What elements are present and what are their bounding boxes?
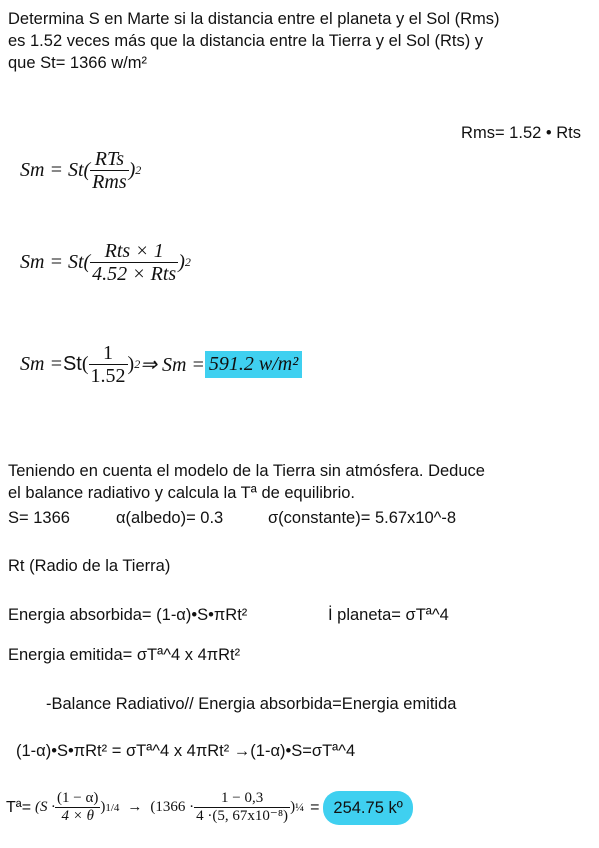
eq2-exponent: 2 [184, 255, 191, 269]
final-lhs: Tª= [6, 798, 32, 816]
rt-label: Rt (Radio de la Tierra) [8, 557, 171, 575]
eq2-close: ) [178, 251, 185, 273]
eq3-open: ( [81, 353, 89, 375]
rms-relation: Rms= 1.52 • Rts [461, 124, 581, 142]
final-f1-denominator: 4 × θ [61, 808, 94, 824]
final-fraction-2 [194, 790, 290, 825]
eq3-result-highlight: 591.2 w/m² [205, 351, 302, 378]
param-s: S= 1366 [8, 509, 70, 527]
equation-1 [20, 148, 141, 193]
eq2-denominator: 4.52 × Rts [92, 263, 177, 285]
final-result-highlight: 254.75 kº [323, 791, 412, 825]
final-equals: = [310, 798, 320, 816]
param-sigma: σ(constante)= 5.67x10^-8 [268, 509, 457, 527]
eq3-numerator: 1 [89, 342, 128, 365]
eq2-lhs: Sm = St( [20, 251, 91, 273]
eq3-lhs: Sm = [20, 353, 63, 375]
final-f2-open: (1366 · [150, 799, 195, 815]
final-arrow: → [127, 799, 143, 815]
section2-paragraph [8, 460, 485, 504]
final-f1-close: ) [100, 799, 106, 815]
eq3-st: St [62, 353, 82, 375]
eq1-exponent: 2 [135, 163, 142, 177]
eq1-denominator: Rms [92, 171, 127, 193]
balance-title: -Balance Radiativo// Energia absorbida=Energia emitida [46, 695, 457, 713]
final-f1-open: (S · [35, 799, 56, 815]
intro-line-1: Determina S en Marte si la distancia entre el planeta y el Sol (Rms) [8, 10, 500, 28]
eq1-lhs: Sm = St( [20, 159, 91, 181]
intro-line-2: es 1.52 veces más que la distancia entre la Tierra y el Sol (Rts) y [8, 32, 484, 50]
emitted-energy: Energia emitida= σTª^4 x 4πRt² [8, 646, 241, 664]
final-f1-exponent: 1/4 [105, 801, 120, 814]
final-f2-numerator: 1 − 0,3 [194, 790, 290, 808]
eq3-fraction [89, 342, 128, 387]
eq1-fraction [90, 148, 128, 193]
balance-equation: (1-α)•S•πRt² = σTª^4 x 4πRt² →(1-α)•S=σTª^4 [16, 742, 356, 760]
eq2-fraction [90, 240, 178, 285]
final-f2-denominator: 4 ·(5, 67x10⁻⁸) [196, 808, 289, 824]
eq3-exponent: 2 [134, 357, 141, 371]
param-albedo: α(albedo)= 0.3 [116, 509, 224, 527]
intro-paragraph [8, 8, 500, 74]
eq1-numerator: RTs [90, 148, 128, 171]
final-fraction-1 [55, 790, 100, 825]
final-f2-exponent: ¼ [295, 800, 305, 814]
equation-3 [20, 342, 302, 387]
intro-line-3: que St= 1366 w/m² [8, 54, 147, 72]
eq2-numerator: Rts × 1 [90, 240, 178, 263]
final-f2-close: ) [290, 799, 296, 815]
section2-line-2: el balance radiativo y calcula la Tª de equilibrio. [8, 484, 355, 502]
final-f1-numerator: (1 − α) [57, 790, 99, 806]
planet-irradiance: İ planeta= σTª^4 [328, 606, 449, 624]
eq3-arrow: ⇒ Sm = [140, 354, 205, 376]
section2-line-1: Teniendo en cuenta el modelo de la Tierra sin atmósfera. Deduce [8, 462, 485, 480]
eq1-close: ) [128, 159, 136, 181]
eq3-denominator: 1.52 [90, 365, 126, 387]
final-equation [6, 790, 413, 825]
absorbed-energy: Energia absorbida= (1-α)•S•πRt² [8, 606, 248, 624]
eq3-close: ) [127, 353, 135, 375]
equation-2 [20, 240, 191, 285]
